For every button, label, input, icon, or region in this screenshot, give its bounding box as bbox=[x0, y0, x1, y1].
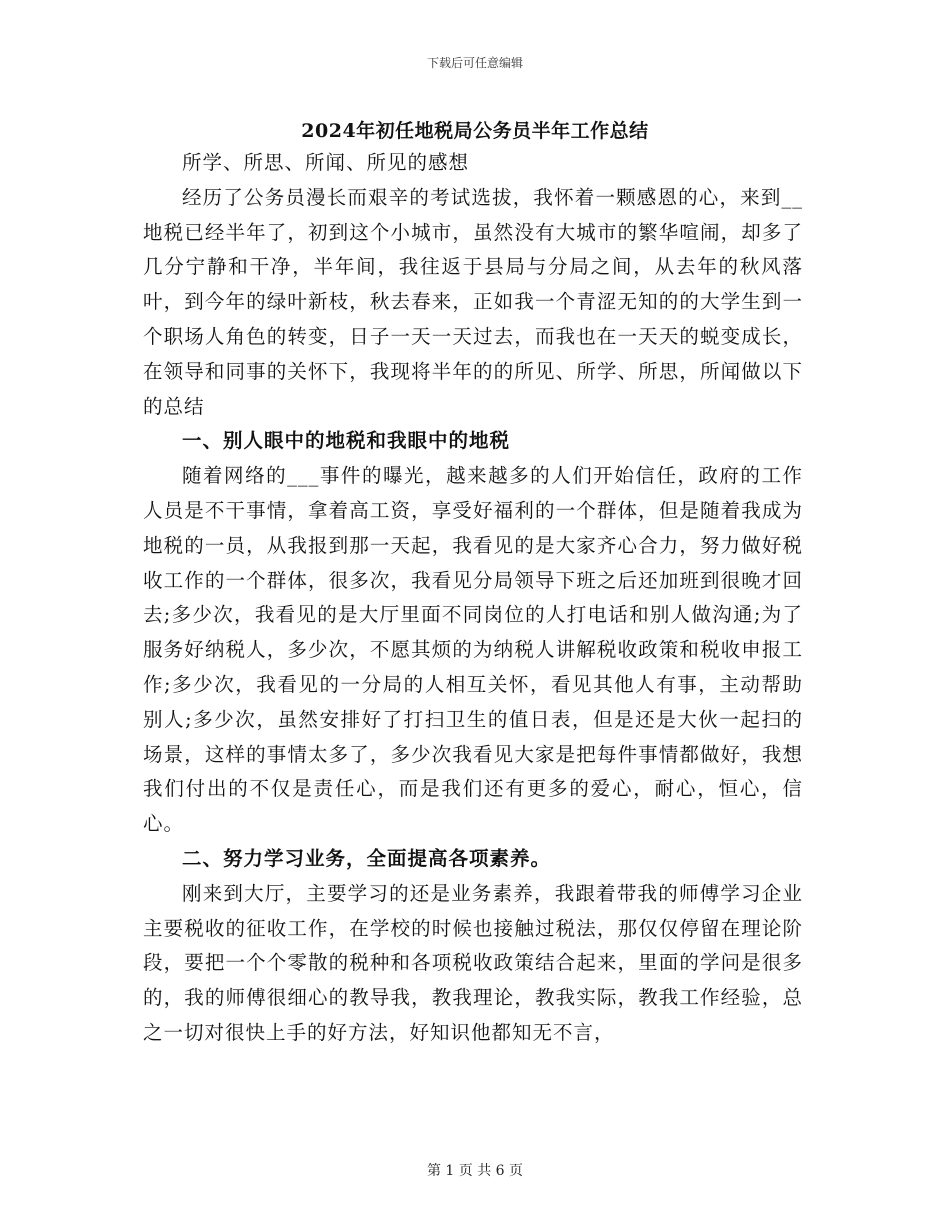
section-2-paragraph: 刚来到大厅，主要学习的还是业务素养，我跟着带我的师傅学习企业主要税收的征收工作，在学校的时候也接触过税法，那仅仅停留在理论阶段，要把一个个零散的税种和各项税收政策结合起来，里面的学问是很多的，我的师傅很细心的教导我，教我理论，教我实际，教我工作经验，总之一切对很快上手的好方法，好知识他都知无不言， bbox=[143, 881, 803, 1044]
header-note: 下载后可任意编辑 bbox=[426, 56, 523, 70]
subtitle-paragraph: 所学、所思、所闻、所见的感想 bbox=[182, 151, 470, 174]
section-heading-2: 二、努力学习业务，全面提高各项素养。 bbox=[182, 846, 552, 870]
document-body bbox=[143, 146, 803, 1051]
section-heading-1: 一、别人眼中的地税和我眼中的地税 bbox=[182, 429, 511, 453]
page-number: 第 1 页 共 6 页 bbox=[426, 1163, 524, 1179]
document-title: 2024年初任地税局公务员半年工作总结 bbox=[301, 120, 649, 142]
intro-paragraph: 经历了公务员漫长而艰辛的考试选拔，我怀着一颗感恩的心，来到__地税已经半年了，初到这个小城市，虽然没有大城市的繁华喧闹，却多了几分宁静和干净，半年间，我往返于县局与分局之间，从去年的秋风落叶，到今年的绿叶新枝，秋去春来，正如我一个青涩无知的的大学生到一个职场人角色的转变，日子一天一天过去，而我也在一天天的蜕变成长，在领导和同事的关怀下，我现将半年的的所见、所学、所思，所闻做以下的总结 bbox=[143, 185, 803, 418]
section-1-paragraph: 随着网络的___事件的曝光，越来越多的人们开始信任，政府的工作人员是不干事情，拿着高工资，享受好福利的一个群体，但是随着我成为地税的一员，从我报到那一天起，我看见的是大家齐心合力，努力做好税收工作的一个群体，很多次，我看见分局领导下班之后还加班到很晚才回去;多少次，我看见的是大厅里面不同岗位的人打电话和别人做沟通;为了服务好纳税人，多少次，不愿其烦的为纳税人讲解税收政策和税收申报工作;多少次，我看见的一分局的人相互关怀，看见其他人有事，主动帮助别人;多少次，虽然安排好了打扫卫生的值日表，但是还是大伙一起扫的场景，这样的事情太多了，多少次我看见大家是把每件事情都做好，我想我们付出的不仅是责任心，而是我们还有更多的爱心，耐心，恒心，信心。 bbox=[143, 464, 803, 836]
